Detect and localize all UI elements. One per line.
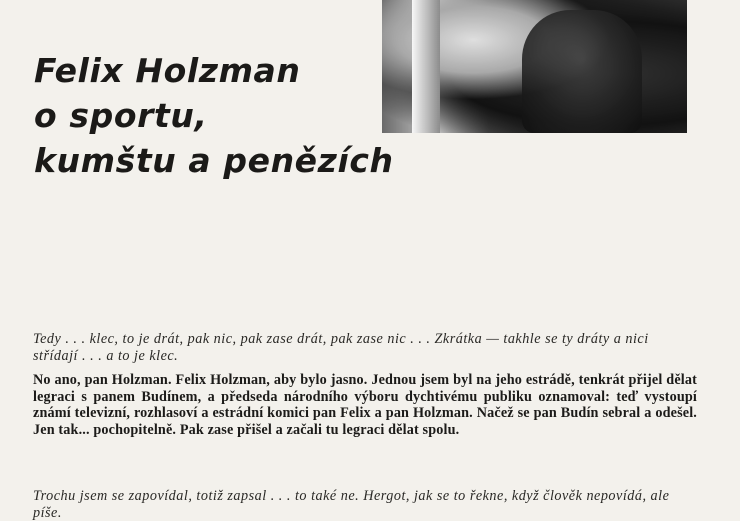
article-title — [34, 48, 394, 183]
title-line-2: o sportu, — [34, 96, 208, 135]
title-line-1: Felix Holzman — [34, 51, 301, 90]
intro-paragraph: Tedy . . . klec, to je drát, pak nic, pak zase drát, pak zase nic . . . Zkrátka — takhle se ty dráty a nici střídají . . . a to je klec. — [33, 331, 649, 364]
second-intro-paragraph: Trochu jsem se zapovídal, totiž zapsal . . . to také ne. Hergot, jak se to řekne, když člověk nepovídá, ale píše. — [33, 488, 670, 521]
article-photo — [382, 0, 687, 133]
body-paragraph: No ano, pan Holzman. Felix Holzman, aby bylo jasno. Jednou jsem byl na jeho estrádě, tenkrát přijel dělat legraci s panem Budínem, a předseda národního výboru dychtivému publiku oznamoval: teď vystoupí známí televizní, rozhlasoví a estrádní komici pan Felix a pan Holzman. Načež se pan Budín sebral a odešel. Jen tak... pochopitelně. Pak zase přišel a začali tu legraci dělat spolu. — [33, 372, 697, 438]
title-line-3: kumštu a penězích — [34, 141, 394, 180]
photo-microphone-stand — [412, 0, 440, 133]
photo-person — [522, 10, 642, 133]
